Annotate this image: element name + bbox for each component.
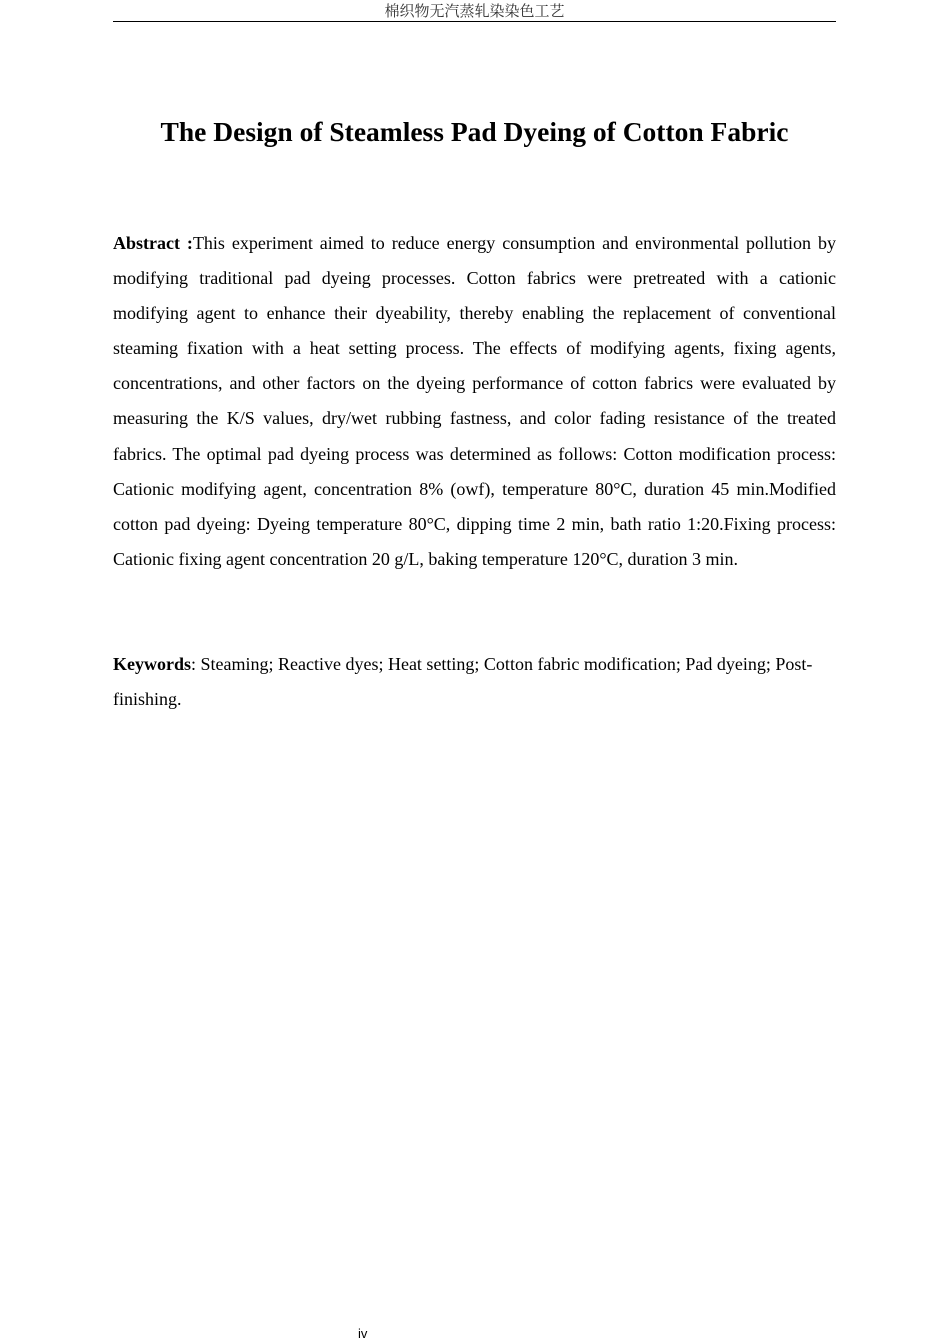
paper-title: The Design of Steamless Pad Dyeing of Cotton Fabric (160, 116, 789, 147)
keywords-text: : Steaming; Reactive dyes; Heat setting; Cotton fabric modification; Pad dyeing; Post-finishing. (113, 654, 813, 709)
keywords-paragraph (113, 647, 836, 717)
page-number: iv (358, 1326, 368, 1341)
abstract-paragraph (113, 226, 836, 577)
abstract-text: This experiment aimed to reduce energy consumption and environmental pollution by modifying traditional pad dyeing processes. Cotton fabrics were pretreated with a cationic modifying agent to enhance their dyeability, thereby enabling the replacement of conventional steaming fixation with a heat setting process. The effects of modifying agents, fixing agents, concentrations, and other factors on the dyeing performance of cotton fabrics were evaluated by measuring the K/S values, dry/wet rubbing fastness, and color fading resistance of the treated fabrics. The optimal pad dyeing process was determined as follows: Cotton modification process: Cationic modifying agent, concentration 8% (owf), temperature 80°C, duration 45 min.Modified cotton pad dyeing: Dyeing temperature 80°C, dipping time 2 min, bath ratio 1:20.Fixing process: Cationic fixing agent concentration 20 g/L, baking temperature 120°C, duration 3 min. (113, 233, 836, 569)
running-header: 棉织物无汽蒸轧染染色工艺 (113, 0, 836, 22)
keywords-label: Keywords (113, 654, 191, 674)
abstract-label: Abstract : (113, 233, 193, 253)
